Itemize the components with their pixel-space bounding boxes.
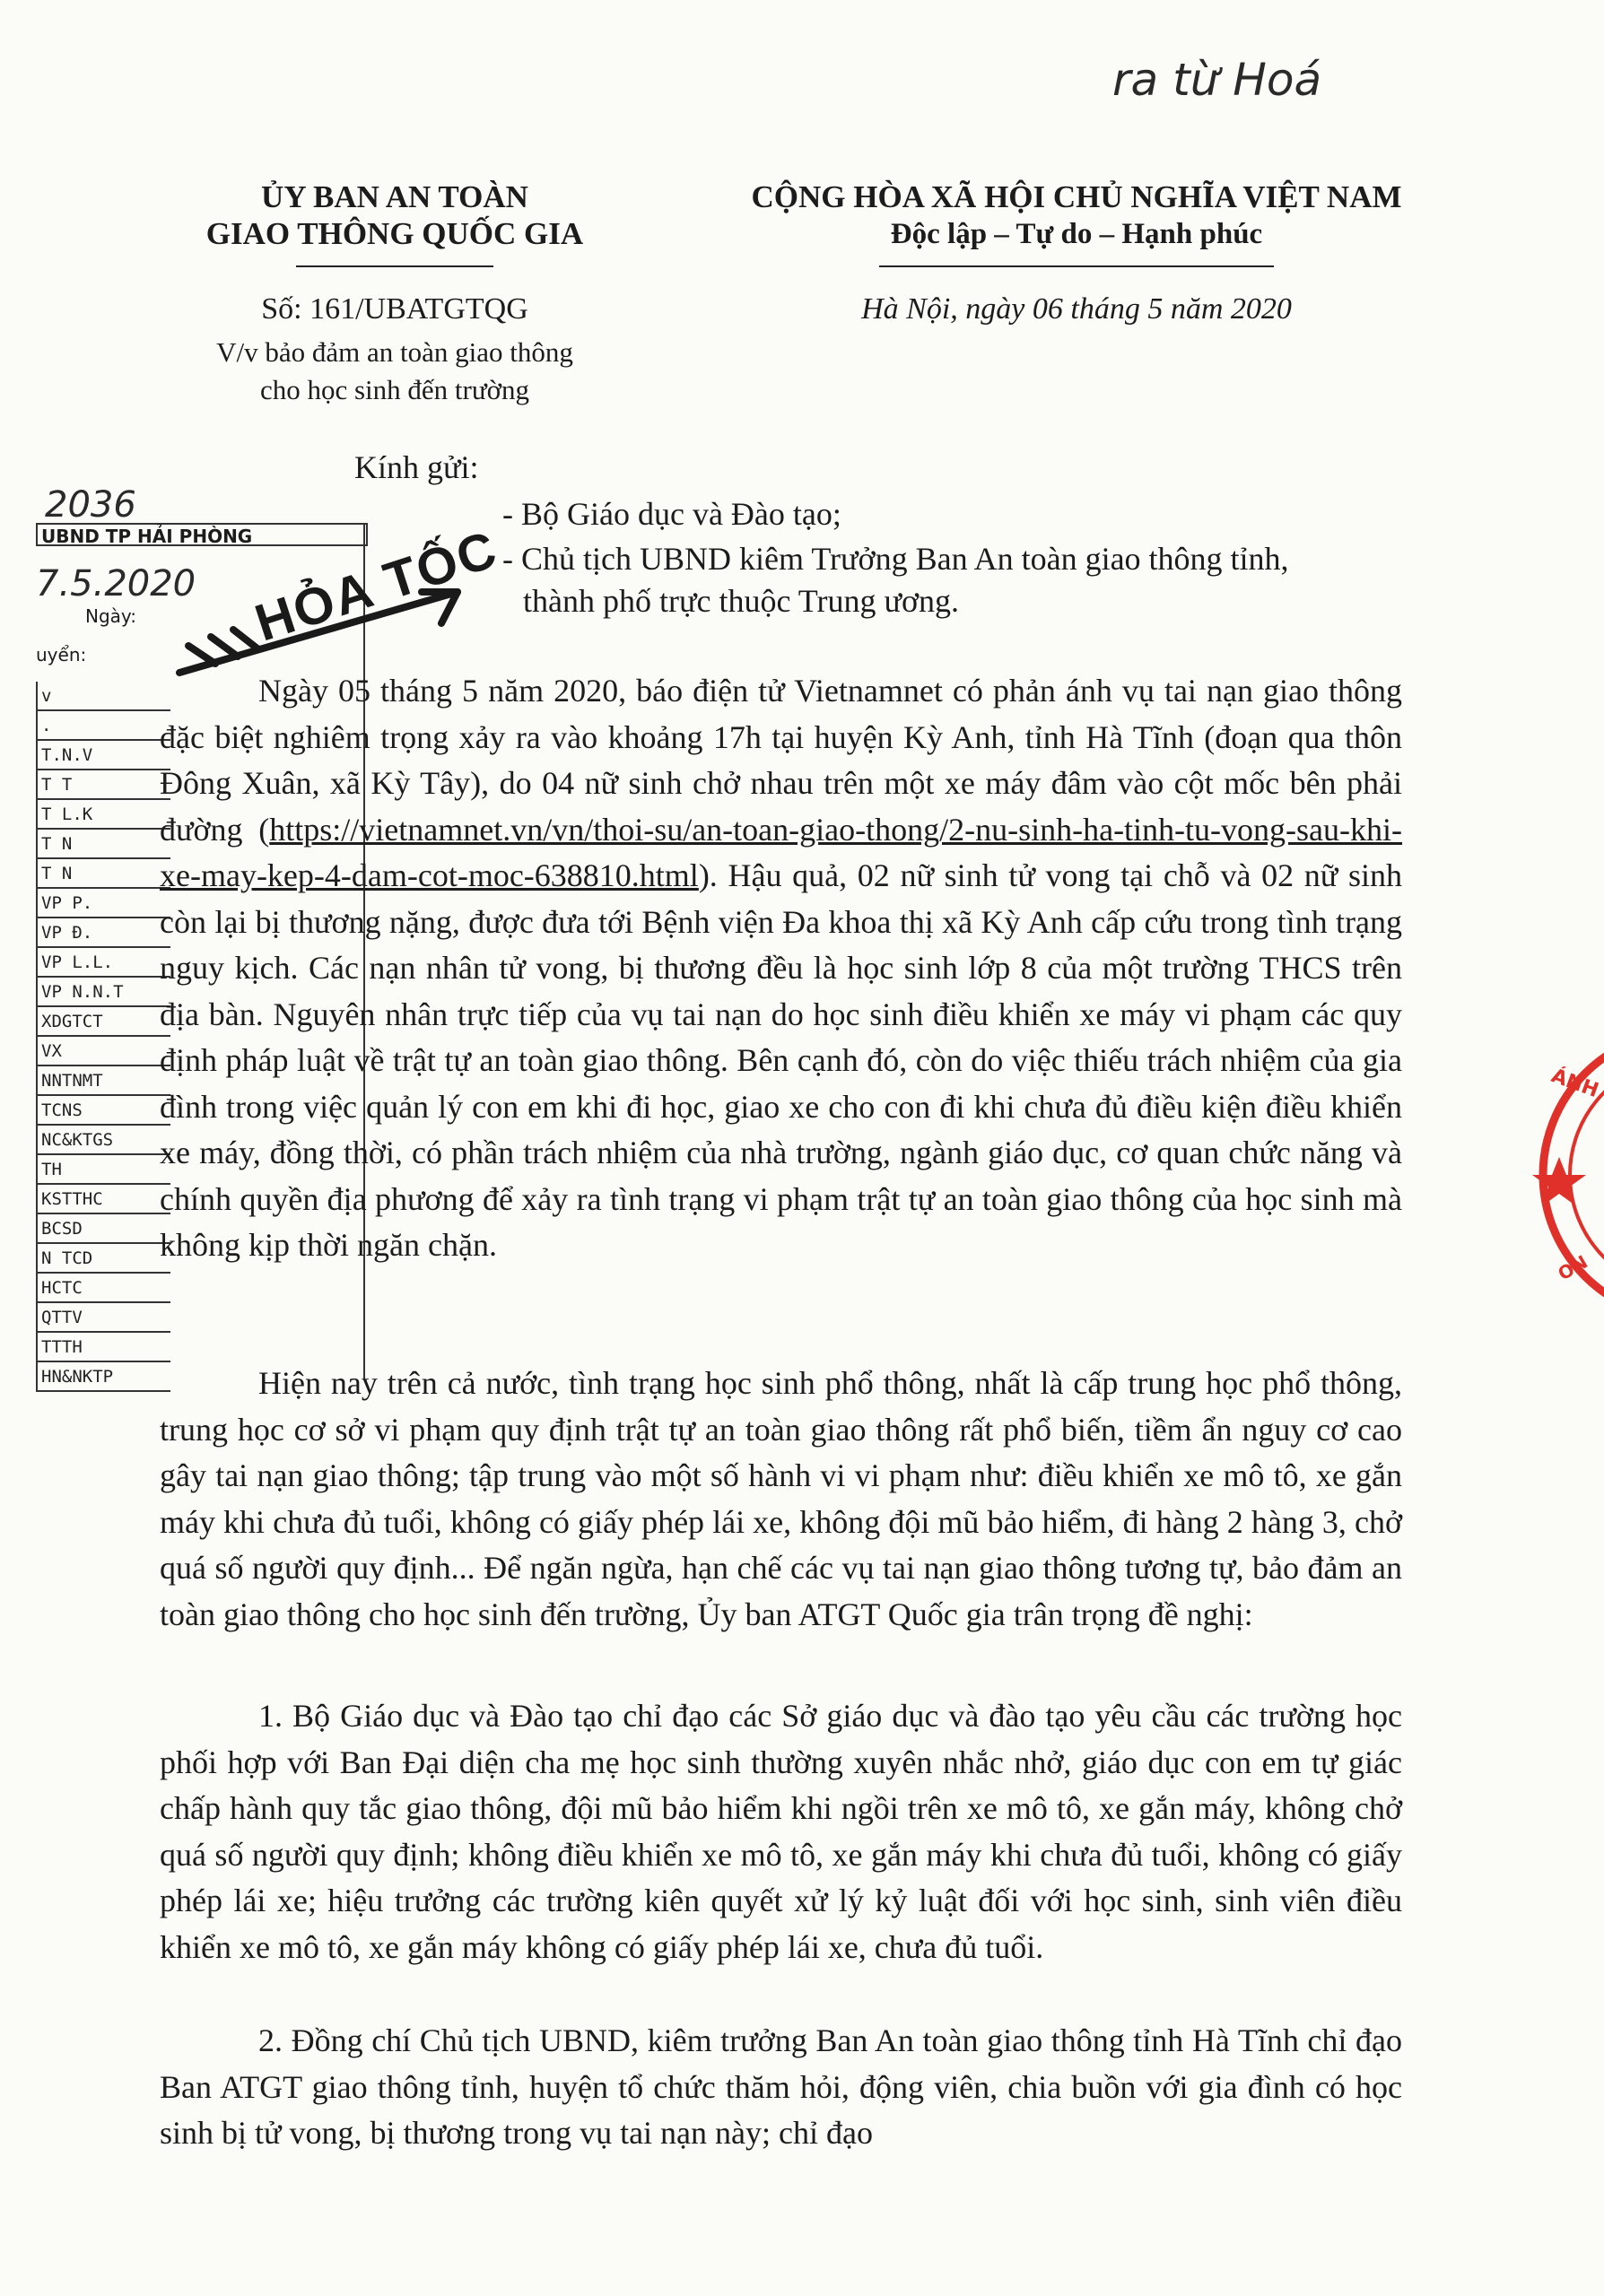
paragraph-request-2: 2. Đồng chí Chủ tịch UBND, kiêm trưởng Ban An toàn giao thông tỉnh Hà Tĩnh chỉ đạo Ban ATGT giao thông tỉnh, huyện tổ chức thăm hỏi, động viên, chia buồn với gia đình có học sinh bị tử vong, bị thương trong vụ tai nạn này; chỉ đạo xyxy=(160,2022,1402,2151)
stamp-row: NNTNMT xyxy=(36,1066,170,1096)
stamp-transfer-label: uyển: xyxy=(36,644,87,665)
stamp-row: TCNS xyxy=(36,1096,170,1126)
issuer-underline xyxy=(296,265,493,267)
stamp-date-label: Ngày: xyxy=(85,605,137,627)
stamp-row: TH xyxy=(36,1155,170,1185)
national-motto: Độc lập – Tự do – Hạnh phúc xyxy=(890,218,1263,250)
stamp-row: TTTH xyxy=(36,1333,170,1362)
stamp-row: T T xyxy=(36,770,170,800)
document-number: Số: 161/UBATGTQG xyxy=(261,292,528,326)
stamp-row: VP Đ. xyxy=(36,918,170,948)
handwritten-note: ra từ Hoá xyxy=(1112,54,1322,106)
subject-line-1: V/v bảo đảm an toàn giao thông xyxy=(216,336,573,368)
stamp-handwritten-number: 2036 xyxy=(45,484,136,526)
document-date: Hà Nội, ngày 06 tháng 5 năm 2020 xyxy=(861,292,1292,326)
national-title: CỘNG HÒA XÃ HỘI CHỦ NGHĨA VIỆT NAM xyxy=(751,179,1402,214)
paragraph-situation: Hiện nay trên cả nước, tình trạng học sinh phổ thông, nhất là cấp trung học phổ thông, trung học cơ sở vi phạm quy định trật tự an toàn giao thông rất phổ biến, tiềm ẩn nguy cơ cao gây tai nạn giao thông; tập trung vào một số hành vi vi phạm như: điều khiển xe mô tô, xe gắn máy khi chưa đủ tuổi, không có giấy phép lái xe, không đội mũ bảo hiểm, đi hàng 2 hàng 3, chở quá số người quy định... Để ngăn ngừa, hạn chế các vụ tai nạn giao thông tương tự, bảo đảm an toàn giao thông cho học sinh đến trường, Ủy ban ATGT Quốc gia trân trọng đề nghị: xyxy=(160,1365,1402,1632)
svg-text:ÁNH: ÁNH xyxy=(1547,1065,1602,1103)
issuer-name-line1: ỦY BAN AN TOÀN xyxy=(261,179,528,214)
stamp-row: v xyxy=(36,682,170,711)
stamp-row: NC&KTGS xyxy=(36,1126,170,1155)
urgent-stamp: HỎA TỐC xyxy=(248,519,505,653)
stamp-row: HN&NKTP xyxy=(36,1362,170,1392)
issuer-name-line2: GIAO THÔNG QUỐC GIA xyxy=(205,216,584,251)
stamp-row: VX xyxy=(36,1037,170,1066)
stamp-row: XDGTCT xyxy=(36,1007,170,1037)
incident-text: Ngày 05 tháng 5 năm 2020, báo điện tử Vietnamnet có phản ánh vụ tai nạn giao thông đặc biệt nghiêm trọng xảy ra vào khoảng 17h tại huyện Kỳ Anh, tỉnh Hà Tĩnh (đoạn qua thôn Đông Xuân, xã Kỳ Tây), do 04 nữ sinh chở nhau trên một xe máy đâm vào cột mốc bên phải đường ( xyxy=(160,673,1402,848)
stamp-row: N TCD xyxy=(36,1244,170,1274)
incoming-stamp-header: UBND TP HẢI PHÒNG xyxy=(36,523,368,546)
stamp-row: . xyxy=(36,711,170,741)
stamp-row: VP N.N.T xyxy=(36,978,170,1007)
salutation: Kính gửi: xyxy=(354,449,479,485)
svg-text:ON: ON xyxy=(1554,1250,1591,1285)
stamp-row: QTTV xyxy=(36,1303,170,1333)
recipient-2-cont: thành phố trực thuộc Trung ương. xyxy=(523,583,960,619)
paragraph-request-1: 1. Bộ Giáo dục và Đào tạo chỉ đạo các Sở giáo dục và đào tạo yêu cầu các trường học phối hợp với Ban Đại diện cha mẹ học sinh thường xuyên nhắc nhở, giáo dục con em tự giác chấp hành quy tắc giao thông, đội mũ bảo hiểm khi ngồi trên xe mô tô, xe gắn máy, không chở quá số người quy định; không điều khiển xe mô tô, xe gắn máy khi chưa đủ tuổi, không có giấy phép lái xe; hiệu trưởng các trường kiên quyết xử lý kỷ luật đối với học sinh, sinh viên điều khiển xe mô tô, xe gắn máy không có giấy phép lái xe, chưa đủ tuổi. xyxy=(160,1698,1402,1965)
stamp-row: KSTTHC xyxy=(36,1185,170,1214)
paragraph-incident xyxy=(160,668,1402,1269)
stamp-row: T N xyxy=(36,830,170,859)
stamp-handwritten-date: 7.5.2020 xyxy=(36,563,196,604)
subject-line-2: cho học sinh đến trường xyxy=(259,374,530,405)
stamp-row: T L.K xyxy=(36,800,170,830)
stamp-row: HCTC xyxy=(36,1274,170,1303)
stamp-row: VP L.L. xyxy=(36,948,170,978)
incident-text-cont: ). Hậu quả, 02 nữ sinh tử vong tại chỗ và 02 nữ sinh còn lại bị thương nặng, được đưa tới Bệnh viện Đa khoa thị xã Kỳ Anh cấp cứu trong tình trạng nguy kịch. Các nạn nhân tử vong, bị thương đều là học sinh lớp 8 của một trường THCS trên địa bàn. Nguyên nhân trực tiếp của vụ tai nạn do học sinh điều khiển xe máy vi phạm các quy định pháp luật về trật tự an toàn giao thông. Bên cạnh đó, còn do việc thiếu trách nhiệm của gia đình trong việc quản lý con em khi đi học, giao xe cho con đi khi chưa đủ điều kiện điều khiển xe máy, đồng thời, có phần trách nhiệm của nhà trường, ngành giáo dục, cơ quan chức năng và chính quyền địa phương để xảy ra tình trạng vi phạm trật tự an toàn giao thông của học sinh mà không kịp thời ngăn chặn. xyxy=(160,857,1402,1263)
motto-underline xyxy=(879,265,1274,267)
stamp-row: T.N.V xyxy=(36,741,170,770)
stamp-row: BCSD xyxy=(36,1214,170,1244)
news-link[interactable]: https://vietnamnet.vn/vn/thoi-su/an-toan-giao-thong/2-nu-sinh-ha-tinh-tu-vong-sau-khi-xe-may-kep-4-dam-cot-moc-638810.html xyxy=(160,811,1402,893)
recipient-2: - Chủ tịch UBND kiêm Trưởng Ban An toàn giao thông tỉnh, xyxy=(502,541,1289,577)
red-seal-icon xyxy=(1516,1022,1604,1327)
stamp-row: T N xyxy=(36,859,170,889)
document-subject xyxy=(153,334,637,409)
recipient-1: - Bộ Giáo dục và Đào tạo; xyxy=(502,496,841,532)
stamp-row: VP P. xyxy=(36,889,170,918)
